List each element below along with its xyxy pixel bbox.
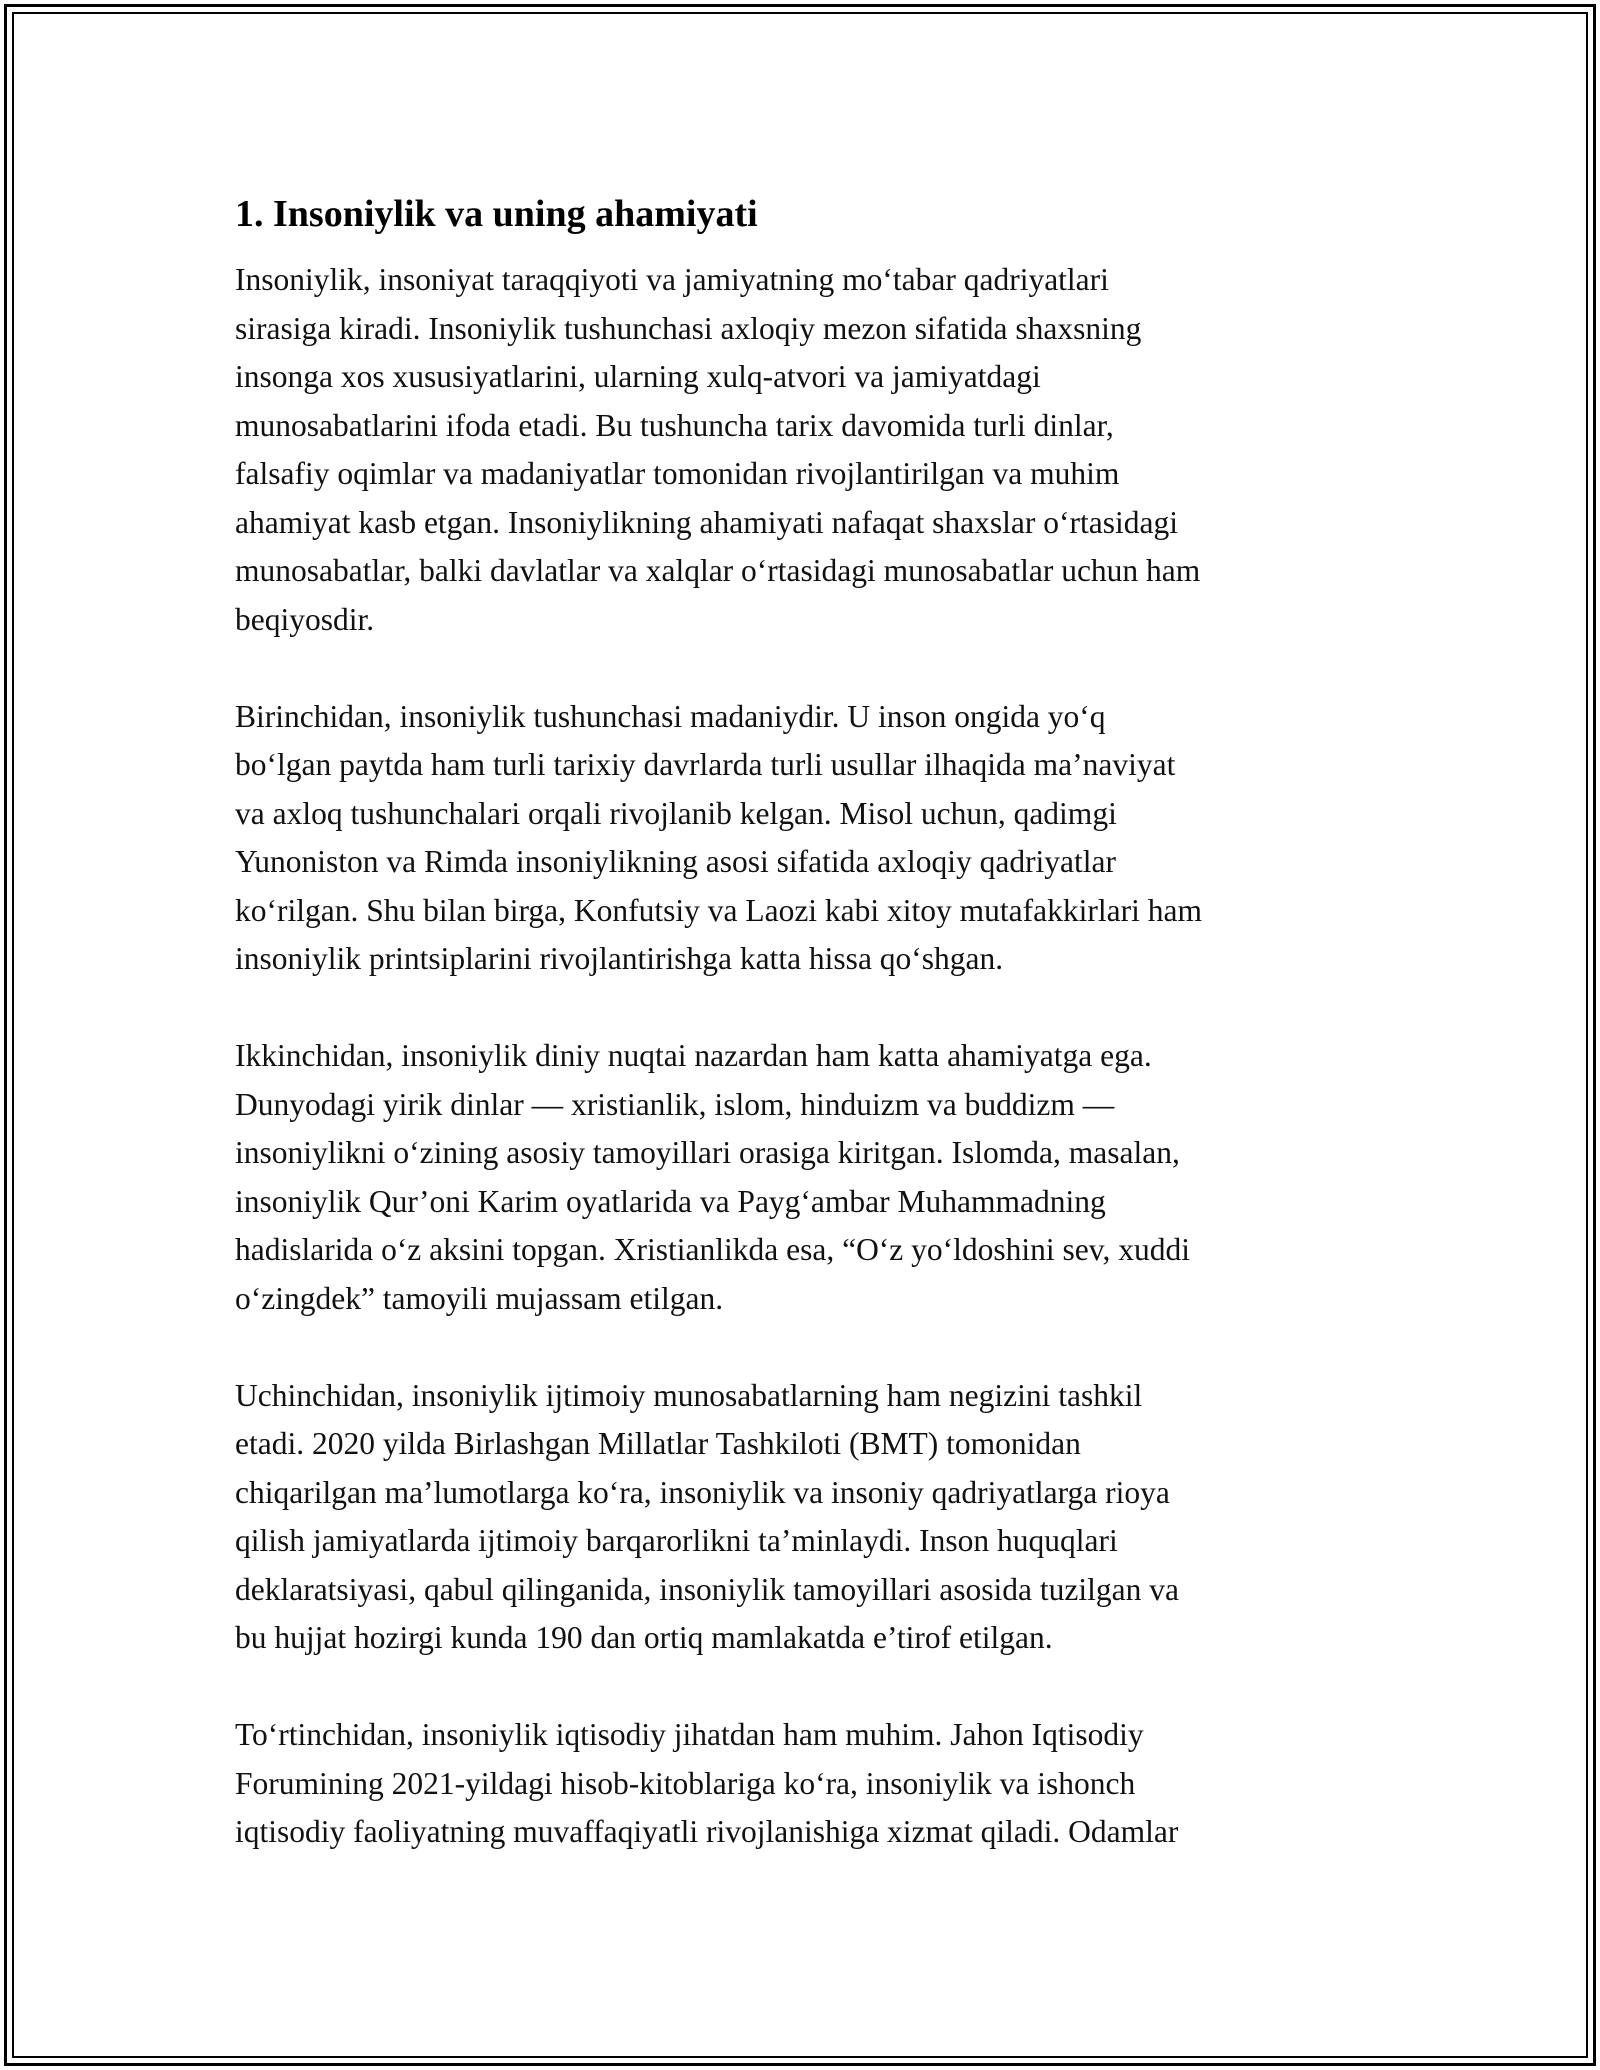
text-line: Ikkinchidan, insoniylik diniy nuqtai nazardan ham katta ahamiyatga ega.	[235, 1038, 1152, 1073]
text-line: Insoniylik, insoniyat taraqqiyoti va jamiyatning mo‘tabar qadriyatlari	[235, 262, 1109, 297]
text-line: deklaratsiyasi, qabul qilinganida, insoniylik tamoyillari asosida tuzilgan va	[235, 1571, 1179, 1607]
section-title: 1. Insoniylik va uning ahamiyati	[235, 193, 758, 235]
text-line: iqtisodiy faoliyatning muvaffaqiyatli rivojlanishiga xizmat qiladi. Odamlar	[235, 1814, 1179, 1849]
text-line: Birinchidan, insoniylik tushunchasi madaniydir. U inson ongida yo‘q	[235, 698, 1106, 734]
document-body	[235, 190, 1375, 1905]
paragraph-5	[235, 1711, 1375, 1857]
text-line: insoniylik printsiplarini rivojlantirishga katta hissa qo‘shgan.	[235, 941, 1004, 976]
text-line: qilish jamiyatlarda ijtimoiy barqarorlikni ta’minlaydi. Inson huquqlari	[235, 1523, 1118, 1558]
text-line: etadi. 2020 yilda Birlashgan Millatlar Tashkiloti (BMT) tomonidan	[235, 1426, 1081, 1461]
paragraph-3	[235, 1032, 1375, 1323]
text-line: munosabatlar, balki davlatlar va xalqlar o‘rtasidagi munosabatlar uchun ham	[235, 553, 1201, 588]
text-line: insonga xos xususiyatlarini, ularning xulq-atvori va jamiyatdagi	[235, 359, 1041, 394]
text-line: bu hujjat hozirgi kunda 190 dan ortiq mamlakatda e’tirof etilgan.	[235, 1620, 1053, 1655]
text-line: falsafiy oqimlar va madaniyatlar tomonidan rivojlantirilgan va muhim	[235, 456, 1120, 491]
text-line: va axloq tushunchalari orqali rivojlanib kelgan. Misol uchun, qadimgi	[235, 795, 1117, 831]
text-line: chiqarilgan ma’lumotlarga ko‘ra, insoniylik va insoniy qadriyatlarga rioya	[235, 1474, 1170, 1510]
text-line: Dunyodagi yirik dinlar — xristianlik, islom, hinduizm va buddizm —	[235, 1086, 1115, 1122]
paragraph-4	[235, 1372, 1375, 1663]
text-line: beqiyosdir.	[235, 601, 375, 637]
text-line: o‘zingdek” tamoyili mujassam etilgan.	[235, 1280, 724, 1316]
text-line: ahamiyat kasb etgan. Insoniylikning ahamiyati nafaqat shaxslar o‘rtasidagi	[235, 504, 1178, 540]
text-line: sirasiga kiradi. Insoniylik tushunchasi axloqiy mezon sifatida shaxsning	[235, 310, 1142, 346]
paragraph-2	[235, 693, 1375, 984]
text-line: To‘rtinchidan, insoniylik iqtisodiy jihatdan ham muhim. Jahon Iqtisodiy	[235, 1717, 1144, 1752]
text-line: insoniylikni o‘zining asosiy tamoyillari orasiga kiritgan. Islomda, masalan,	[235, 1135, 1180, 1170]
text-line: bo‘lgan paytda ham turli tarixiy davrlarda turli usullar ilhaqida ma’naviyat	[235, 747, 1176, 782]
paragraph-1	[235, 256, 1375, 644]
text-line: insoniylik Qur’oni Karim oyatlarida va Payg‘ambar Muhammadning	[235, 1183, 1106, 1219]
text-line: munosabatlarini ifoda etadi. Bu tushuncha tarix davomida turli dinlar,	[235, 407, 1114, 443]
text-line: Uchinchidan, insoniylik ijtimoiy munosabatlarning ham negizini tashkil	[235, 1377, 1143, 1413]
text-line: hadislarida o‘z aksini topgan. Xristianlikda esa, “O‘z yo‘ldoshini sev, xuddi	[235, 1232, 1190, 1267]
text-line: ko‘rilgan. Shu bilan birga, Konfutsiy va Laozi kabi xitoy mutafakkirlari ham	[235, 892, 1202, 928]
text-line: Forumining 2021-yildagi hisob-kitoblariga ko‘ra, insoniylik va ishonch	[235, 1765, 1136, 1801]
text-line: Yunoniston va Rimda insoniylikning asosi sifatida axloqiy qadriyatlar	[235, 844, 1117, 879]
